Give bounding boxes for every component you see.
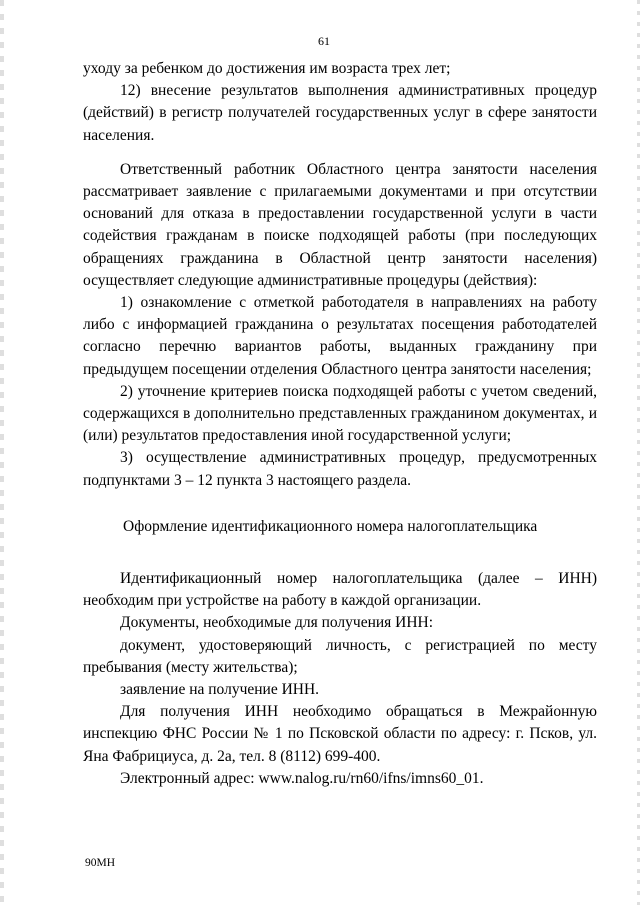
paragraphs-top bbox=[83, 58, 597, 492]
scan-edge-left bbox=[0, 0, 4, 905]
section-heading: Оформление идентификационного номера налогоплательщика bbox=[123, 517, 538, 535]
paragraph: уходу за ребенком до достижения им возраста трех лет; bbox=[83, 60, 451, 77]
paragraph: Ответственный работник Областного центра занятости населения рассматривает заявление с прилагаемыми документами и при отсутствии оснований для отказа в предоставлении государственной услуги в части содействия гражданам в поиске подходящей работы (при последующих обращениях гражданина в Областной центр занятости населения) осуществляет следующие административные процедуры (действия): bbox=[83, 160, 597, 289]
page-number: 61 bbox=[318, 34, 330, 48]
paragraph: Для получения ИНН необходимо обращаться в Межрайонную инспекцию ФНС России № 1 по Псковской области по адресу: г. Псков, ул. Яна Фабрициуса, д. 2а, тел. 8 (8112) 699-400. bbox=[83, 703, 597, 765]
paragraph: 12) внесение результатов выполнения административных процедур (действий) в регистр получателей государственных услуг в сфере занятости населения. bbox=[83, 82, 597, 144]
document-body bbox=[83, 58, 597, 790]
footer-code: 90МН bbox=[85, 857, 116, 869]
paragraph: 3) осуществление административных процедур, предусмотренных подпунктами 3 – 12 пункта 3 настоящего раздела. bbox=[83, 449, 597, 489]
paragraph: заявление на получение ИНН. bbox=[120, 681, 320, 699]
paragraph: 1) ознакомление с отметкой работодателя в направлениях на работу либо с информацией гражданина о результатах посещения работодателей согласно перечню вариантов работы, выданных гражданину при предыдущем посещении отделения Областного центра занятости населения; bbox=[83, 294, 597, 378]
paragraph: Документы, необходимые для получения ИНН: bbox=[120, 614, 434, 632]
paragraph: документ, удостоверяющий личность, с регистрацией по месту пребывания (месту жительства); bbox=[83, 636, 597, 676]
paragraphs-bottom bbox=[83, 568, 597, 790]
paragraph: 2) уточнение критериев поиска подходящей работы с учетом сведений, содержащихся в дополнительно представленных гражданином документах, и (или) результатов предоставления иной государственной услуги; bbox=[83, 382, 597, 445]
paragraph: Электронный адрес: www.nalog.ru/rn60/ifns/imns60_01. bbox=[120, 769, 484, 787]
paragraph: Идентификационный номер налогоплательщика (далее – ИНН) необходим при устройстве на работу в каждой организации. bbox=[83, 570, 597, 610]
